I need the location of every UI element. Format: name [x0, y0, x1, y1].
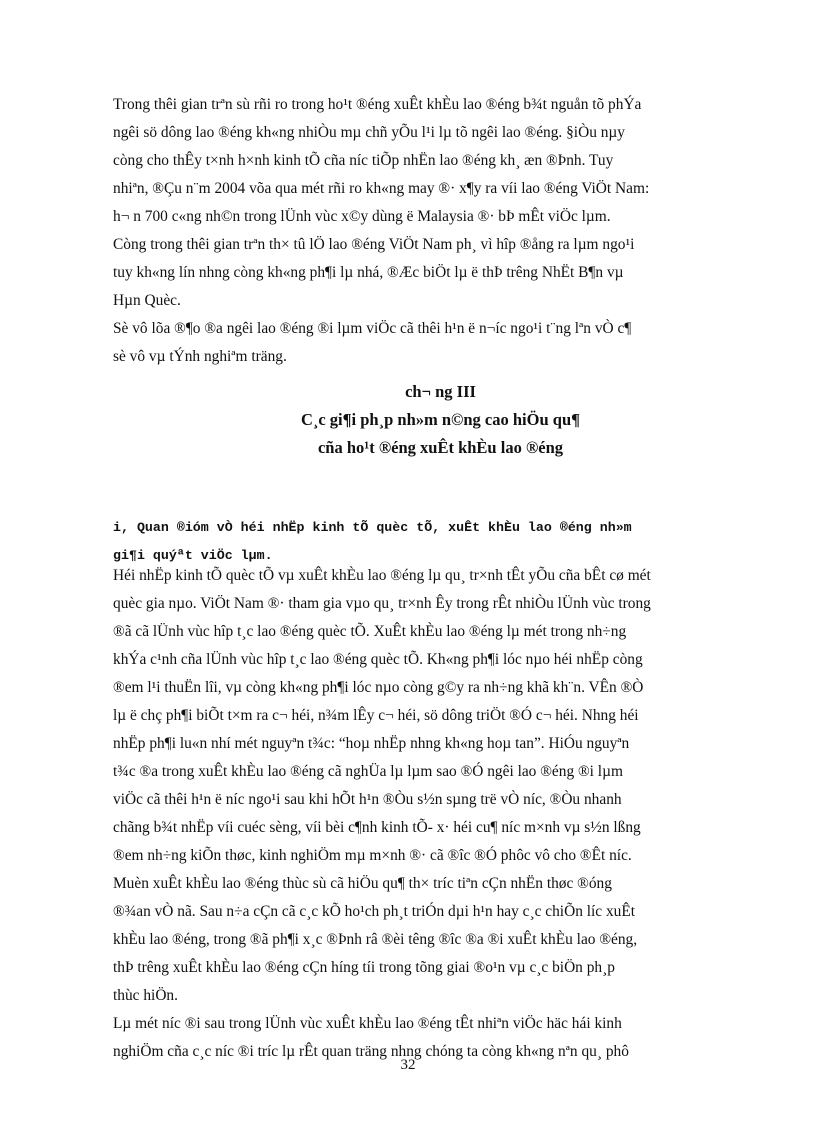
page-number: 32 [400, 1057, 416, 1073]
text-line: Lµ mét níc ®i sau trong lÜnh vùc xuÊt khÈu lao ®éng tÊt nhiªn viÖc häc hái kinh [113, 1015, 622, 1032]
top-paragraph-3 [113, 315, 768, 371]
text-line: khÝa c¹nh cña lÜnh vùc hîp t¸c lao ®éng quèc tÕ. Kh«ng ph¶i lóc nµo héi nhËp còng [113, 651, 643, 668]
text-line: chãng b¾t nhËp víi cuéc sèng, víi bèi c¶nh kinh tÕ- x· héi cu¶ níc m×nh vµ s½n lßng [113, 819, 641, 836]
top-paragraph-2 [113, 231, 768, 315]
text-line: Héi nhËp kinh tÕ quèc tÕ vµ xuÊt khÈu lao ®éng lµ qu¸ tr×nh tÊt yÕu cña bÊt cø mét [113, 567, 651, 584]
text-line: Còng trong thêi gian trªn th× tû lÖ lao ®éng ViÖt Nam ph¸ vì hîp ®ång ra lµm ngo¹i [113, 236, 635, 253]
text-line: quèc gia nµo. ViÖt Nam ®· tham gia vµo qu¸ tr×nh Êy trong rÊt nhiÒu lÜnh vùc trong [113, 595, 651, 612]
text-line: nhiªn, ®Çu n¨m 2004 võa qua mét rñi ro kh«ng may ®· x¶y ra víi lao ®éng ViÖt Nam: [113, 180, 650, 197]
text-line: Sè vô lõa ®¶o ®a ngêi lao ®éng ®i lµm viÖc cã thêi h¹n ë n¬íc ngo¹i t¨ng lªn vÒ c¶ [113, 320, 632, 337]
chapter-title-line-2: cña ho¹t ®éng xuÊt khÈu lao ®éng [317, 438, 564, 457]
top-paragraph-1 [113, 91, 768, 231]
chapter-number: ch¬ ng III [405, 382, 476, 401]
top-section [113, 91, 768, 371]
bottom-section [113, 562, 768, 1066]
text-line: tuy kh«ng lín nhng còng kh«ng ph¶i lµ nhá, ®Æc biÖt lµ ë thÞ trêng NhËt B¶n vµ [113, 264, 624, 281]
text-line: thùc hiÖn. [113, 987, 178, 1004]
text-line: Trong thêi gian trªn sù rñi ro trong ho¹t ®éng xuÊt khÈu lao ®éng b¾t nguån tõ phÝa [113, 96, 642, 113]
text-line: lµ ë chç ph¶i biÕt t×m ra c¬ héi, n¾m lÊy c¬ héi, sö dông triÖt ®Ó c¬ héi. Nhng héi [113, 707, 639, 724]
section-heading-line-2: gi¶i quýªt viÖc lµm. [113, 548, 273, 563]
text-line: h¬ n 700 c«ng nh©n trong lÜnh vùc x©y dùng ë Malaysia ®· bÞ mÊt viÖc lµm. [113, 208, 611, 225]
text-line: thÞ trêng xuÊt khÈu lao ®éng cÇn híng tíi trong tõng giai ®o¹n vµ c¸c biÖn ph¸p [113, 959, 615, 976]
text-line: ®ã cã lÜnh vùc hîp t¸c lao ®éng quèc tÕ. XuÊt khÈu lao ®éng lµ mét trong nh÷ng [113, 623, 627, 640]
bottom-paragraph-2 [113, 870, 768, 1010]
chapter-heading [113, 378, 768, 462]
text-line: ®em l¹i thuËn lîi, vµ còng kh«ng ph¶i lóc nµo còng g©y ra nh÷ng khã kh¨n. VÊn ®Ò [113, 679, 644, 696]
text-line: t¾c ®a trong xuÊt khÈu lao ®éng cã nghÜa lµ lµm sao ®Ó ngêi lao ®éng ®i lµm [113, 763, 623, 780]
text-line: ngêi sö dông lao ®éng kh«ng nhiÒu mµ chñ yÕu l¹i lµ tõ ngêi lao ®éng. §iÒu nµy [113, 124, 625, 141]
chapter-title-line-1: C¸c gi¶i ph¸p nh»m n©ng cao hiÖu qu¶ [300, 410, 581, 429]
text-line: viÖc cã thêi h¹n ë níc ngo¹i sau khi hÕt h¹n ®Òu s½n sµng trë vÒ níc, ®Òu nhanh [113, 791, 622, 808]
bottom-paragraph-1 [113, 562, 768, 870]
text-line: khÈu lao ®éng, trong ®ã ph¶i x¸c ®Þnh râ ®èi têng ®îc ®a ®i xuÊt khÈu lao ®éng, [113, 931, 638, 948]
text-line: Muèn xuÊt khÈu lao ®éng thùc sù cã hiÖu qu¶ th× tríc tiªn cÇn nhËn thøc ®óng [113, 875, 612, 892]
text-line: nhËp ph¶i lu«n nhí mét nguyªn t¾c: “hoµ nhËp nhng kh«ng hoµ tan”. HiÓu nguyªn [113, 735, 630, 752]
text-line: Hµn Quèc. [113, 292, 181, 309]
text-line: ®¾an vÒ nã. Sau n÷a cÇn cã c¸c kÕ ho¹ch ph¸t triÓn dµi h¹n hay c¸c chiÕn líc xuÊt [113, 903, 636, 920]
text-line: còng cho thÊy t×nh h×nh kinh tÕ cña níc tiÕp nhËn lao ®éng kh¸ æn ®Þnh. Tuy [113, 152, 614, 169]
text-line: ®em nh÷ng kiÕn thøc, kinh nghiÖm mµ m×nh ®· cã ®îc ®Ó phôc vô cho ®Êt níc. [113, 847, 632, 864]
section-heading-line-1: i, Quan ®ióm vÒ héi nhËp kinh tÕ quèc tÕ, xuÊt khÈu lao ®éng nh»m [113, 520, 632, 535]
text-line: sè vô vµ tÝnh nghiªm träng. [113, 348, 287, 365]
text-line: nghiÖm cña c¸c níc ®i tríc lµ rÊt quan träng nhng chóng ta còng kh«ng nªn qu¸ phô [113, 1043, 629, 1060]
